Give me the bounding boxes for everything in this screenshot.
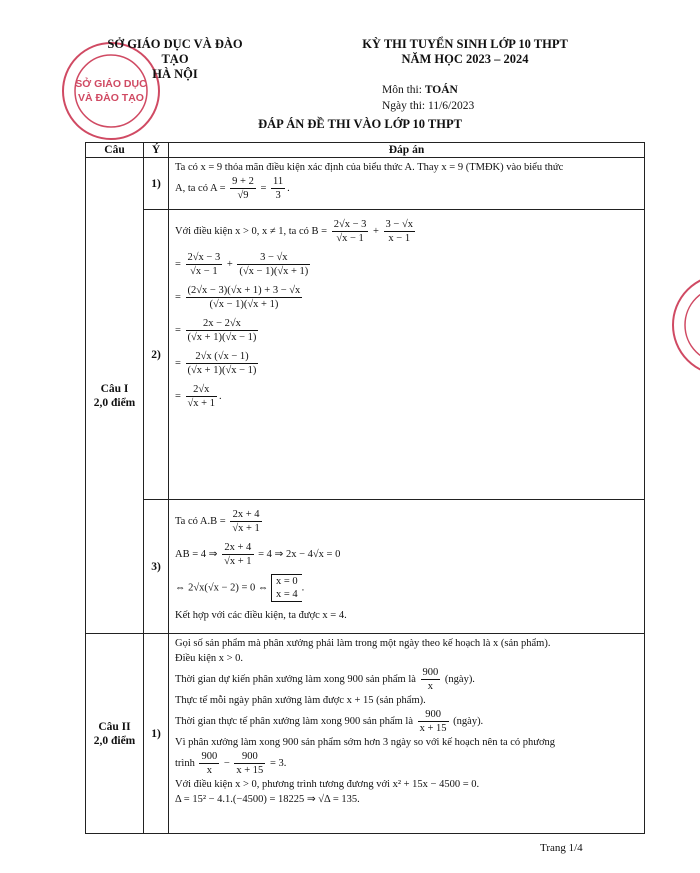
fraction bbox=[186, 284, 303, 311]
table-row bbox=[86, 500, 645, 634]
text: Ta có A.B = bbox=[175, 515, 226, 527]
denominator: √x + 1 bbox=[187, 398, 215, 409]
case-2: x = 4 bbox=[276, 589, 298, 600]
exam-heading bbox=[340, 37, 590, 67]
text: . bbox=[218, 390, 222, 402]
subject: TOÁN bbox=[424, 84, 458, 96]
question-name: Câu I bbox=[100, 382, 129, 395]
answer-line: Vì phân xưởng làm xong 900 sản phẩm sớm hơn 3 ngày so với kế hoạch nên ta có phương bbox=[175, 737, 556, 748]
col-header-cau: Câu bbox=[86, 143, 144, 158]
denominator: 3 bbox=[275, 190, 281, 201]
fraction bbox=[230, 508, 261, 535]
fraction bbox=[186, 383, 217, 410]
denominator: (√x + 1)(√x − 1) bbox=[187, 332, 257, 343]
table-row bbox=[86, 210, 645, 500]
answer-line bbox=[175, 218, 638, 245]
part-label: 2) bbox=[144, 210, 169, 500]
fraction bbox=[222, 541, 253, 568]
part-label: 1) bbox=[144, 634, 169, 834]
numerator: 900 bbox=[418, 708, 449, 722]
answer-cell bbox=[169, 158, 645, 210]
answer-line: Ta có x = 9 thỏa mãn điều kiện xác định của biểu thức A. Thay x = 9 (TMĐK) vào biểu thức bbox=[175, 162, 564, 173]
document-title: ĐÁP ÁN ĐỀ THI VÀO LỚP 10 THPT bbox=[258, 117, 462, 131]
exam-line1: KỲ THI TUYỂN SINH LỚP 10 THPT bbox=[362, 37, 568, 51]
answer-line bbox=[175, 666, 638, 693]
question-points: 2,0 điểm bbox=[93, 734, 136, 747]
numerator: 2x − 2√x bbox=[186, 317, 259, 331]
denominator: (√x − 1)(√x + 1) bbox=[239, 266, 309, 277]
numerator: 2x + 4 bbox=[230, 508, 261, 522]
text: Thời gian thực tế phân xưởng làm xong 900 sản phẩm là bbox=[175, 715, 413, 727]
numerator: (2√x − 3)(√x + 1) + 3 − √x bbox=[187, 285, 301, 296]
answer-cell bbox=[169, 500, 645, 634]
fraction bbox=[384, 218, 415, 245]
fraction bbox=[271, 175, 285, 202]
text: . bbox=[301, 582, 305, 594]
answer-line bbox=[175, 284, 638, 311]
table-header-row bbox=[86, 143, 645, 158]
text: Với điều kiện x > 0, x ≠ 1, ta có B = bbox=[175, 225, 328, 237]
answer-line: Δ = 15² − 4.1.(−4500) = 18225 ⇒ √Δ = 135. bbox=[175, 794, 360, 805]
answer-line bbox=[175, 175, 638, 202]
question-name: Câu II bbox=[98, 720, 131, 733]
page-number: Trang 1/4 bbox=[540, 842, 583, 854]
denominator: x bbox=[427, 681, 434, 692]
exam-meta bbox=[382, 82, 474, 114]
fraction bbox=[186, 251, 223, 278]
text: = bbox=[175, 291, 181, 303]
answer-line: Kết hợp với các điều kiện, ta được x = 4. bbox=[175, 610, 347, 621]
case-bracket bbox=[271, 574, 302, 602]
answer-line bbox=[175, 508, 638, 535]
text: ⇔ 2√x(√x − 2) = 0 ⇔ bbox=[175, 582, 269, 594]
fraction bbox=[418, 708, 449, 735]
answer-line bbox=[175, 251, 638, 278]
numerator: 2√x − 3 bbox=[187, 252, 221, 263]
text: (ngày). bbox=[453, 715, 484, 727]
text: = bbox=[175, 324, 181, 336]
text: = 3. bbox=[269, 757, 287, 769]
denominator: √9 bbox=[237, 190, 249, 201]
subject-label: Môn thi: bbox=[382, 84, 422, 96]
numerator: 2√x bbox=[186, 383, 217, 397]
fraction bbox=[186, 317, 259, 344]
text: AB = 4 ⇒ bbox=[175, 548, 218, 560]
text: = 4 ⇒ 2x − 4√x = 0 bbox=[258, 548, 341, 560]
fraction bbox=[332, 218, 369, 245]
text: Thời gian dự kiến phân xưởng làm xong 900 sản phẩm là bbox=[175, 673, 416, 685]
denominator: (√x − 1)(√x + 1) bbox=[209, 299, 279, 310]
denominator: √x + 1 bbox=[232, 523, 260, 534]
denominator: x + 15 bbox=[419, 723, 447, 734]
numerator: 900 bbox=[234, 750, 265, 764]
exam-date: 11/6/2023 bbox=[428, 100, 475, 112]
text: + bbox=[226, 258, 233, 270]
answer-line: Thực tế mỗi ngày phân xưởng làm được x + 15 (sản phẩm). bbox=[175, 695, 426, 706]
denominator: √x − 1 bbox=[336, 233, 364, 244]
answer-line bbox=[175, 750, 638, 777]
answer-line bbox=[175, 541, 638, 568]
answer-line: Với điều kiện x > 0, phương trình tương đương với x² + 15x − 4500 = 0. bbox=[175, 779, 480, 790]
answer-cell bbox=[169, 210, 645, 500]
answer-line: Gọi số sản phẩm mà phân xưởng phải làm trong một ngày theo kế hoạch là x (sản phẩm). bbox=[175, 638, 551, 649]
numerator: 11 bbox=[273, 176, 284, 187]
col-header-y: Ý bbox=[144, 143, 169, 158]
date-label: Ngày thi: bbox=[382, 100, 426, 112]
text: A, ta có A = bbox=[175, 182, 226, 194]
case-1: x = 0 bbox=[276, 576, 298, 587]
stamp-line2: VÀ ĐÀO TẠO bbox=[78, 92, 144, 104]
denominator: √x + 1 bbox=[224, 556, 252, 567]
text: = bbox=[175, 357, 181, 369]
numerator: 900 bbox=[422, 667, 439, 678]
numerator: 3 − √x bbox=[237, 251, 310, 265]
answer-line bbox=[175, 708, 638, 735]
text: (ngày). bbox=[444, 673, 475, 685]
fraction bbox=[421, 666, 441, 693]
answer-cell bbox=[169, 634, 645, 834]
numerator: 9 + 2 bbox=[232, 176, 254, 187]
question-cell-1 bbox=[86, 158, 144, 634]
answer-line bbox=[175, 574, 638, 602]
text: + bbox=[373, 225, 379, 237]
issuing-authority bbox=[95, 37, 255, 82]
exam-line2: NĂM HỌC 2023 – 2024 bbox=[401, 52, 529, 66]
part-label: 3) bbox=[144, 500, 169, 634]
answer-line: Điều kiện x > 0. bbox=[175, 653, 244, 664]
denominator: (√x + 1)(√x − 1) bbox=[187, 365, 257, 376]
fraction bbox=[234, 750, 265, 777]
fraction bbox=[237, 251, 310, 278]
question-points: 2,0 điểm bbox=[93, 396, 136, 409]
table-row bbox=[86, 634, 645, 834]
fraction bbox=[186, 350, 259, 377]
numerator: 2x + 4 bbox=[222, 541, 253, 555]
denominator: √x − 1 bbox=[190, 266, 218, 277]
answer-line bbox=[175, 383, 638, 410]
answer-line bbox=[175, 350, 638, 377]
numerator: 3 − √x bbox=[385, 219, 413, 230]
partial-stamp bbox=[668, 270, 700, 380]
text: . bbox=[287, 182, 290, 194]
numerator: 900 bbox=[201, 751, 218, 762]
fraction bbox=[199, 750, 219, 777]
org-line2: HÀ NỘI bbox=[152, 67, 198, 81]
fraction bbox=[230, 175, 256, 202]
denominator: x − 1 bbox=[388, 233, 411, 244]
col-header-answer: Đáp án bbox=[169, 143, 645, 158]
org-line1: SỞ GIÁO DỤC VÀ ĐÀO TẠO bbox=[107, 37, 243, 66]
numerator: 2√x − 3 bbox=[333, 219, 367, 230]
denominator: x + 15 bbox=[236, 765, 264, 776]
numerator: 2√x (√x − 1) bbox=[186, 350, 259, 364]
table-row bbox=[86, 158, 645, 210]
question-cell-2 bbox=[86, 634, 144, 834]
denominator: x bbox=[206, 765, 212, 776]
text: = bbox=[175, 390, 181, 402]
text: = bbox=[260, 182, 267, 194]
stamp-line1: SỞ GIÁO DỤC bbox=[75, 78, 147, 90]
answer-line bbox=[175, 317, 638, 344]
text: = bbox=[175, 258, 181, 270]
text: − bbox=[223, 757, 230, 769]
answer-table bbox=[85, 142, 645, 834]
part-label: 1) bbox=[144, 158, 169, 210]
text: trình bbox=[175, 757, 195, 769]
